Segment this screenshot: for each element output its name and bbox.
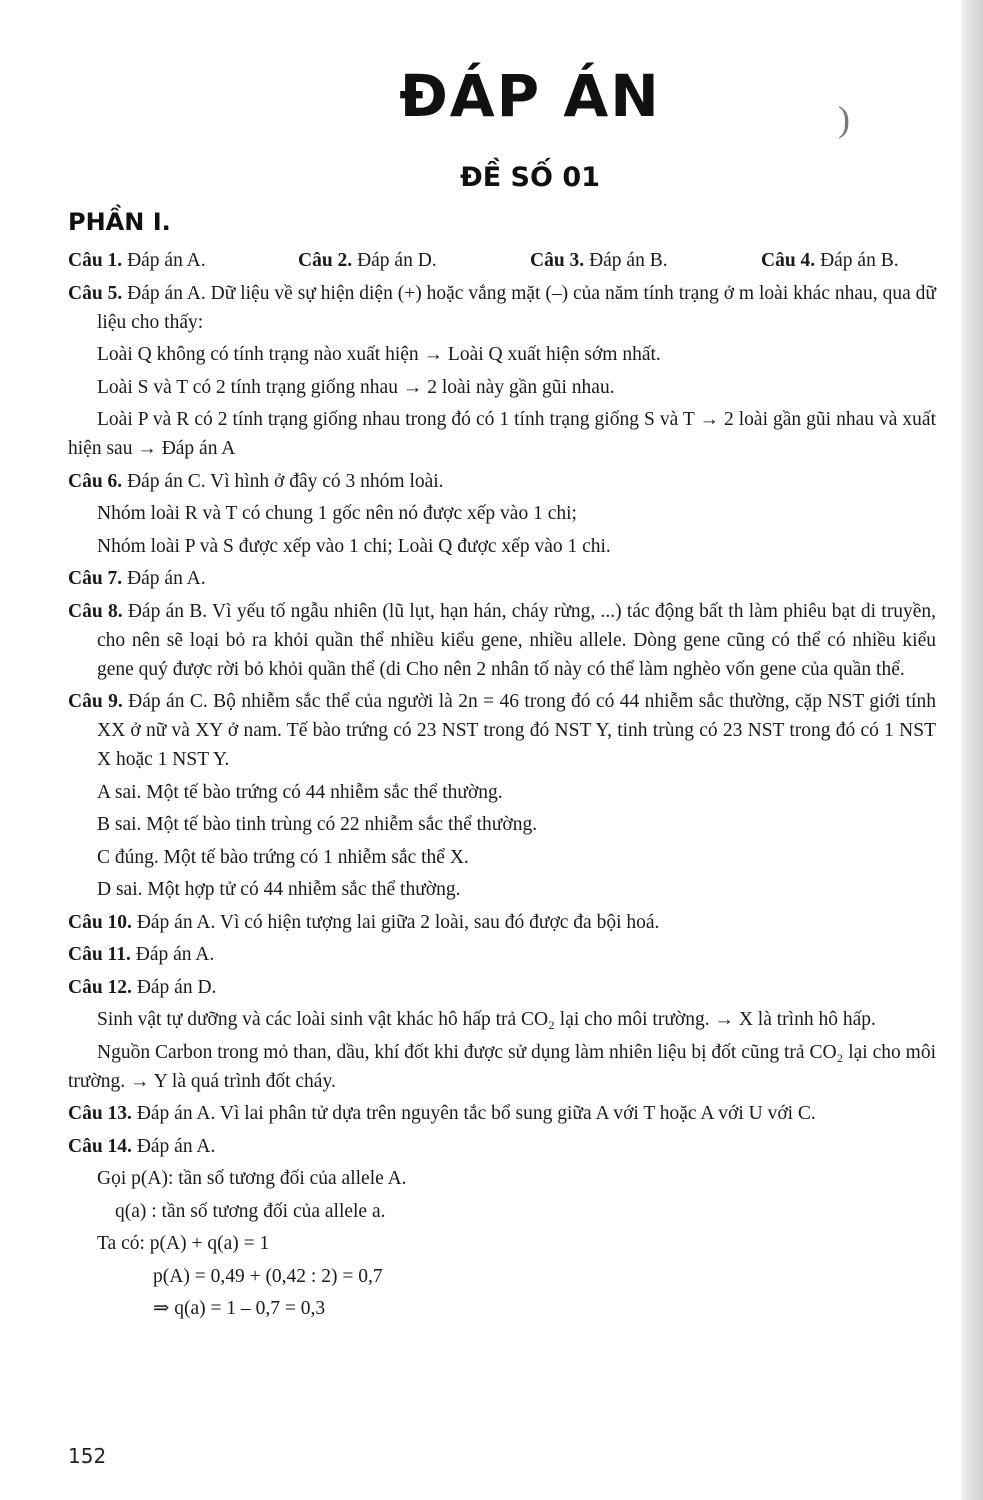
answer-14-line-5: ⇒ q(a) = 1 – 0,7 = 0,3 bbox=[153, 1298, 326, 1319]
answer-14: Câu 14. Đáp án A. bbox=[68, 1135, 216, 1157]
answer-12-line-2: Nguồn Carbon trong mỏ than, dầu, khí đốt khi được sử dụng làm nhiên liệu bị đốt cũng trả CO₂ lại cho môi trường. → Y là quá trình đốt cháy. bbox=[68, 1041, 936, 1092]
answer-14-line-1: Gọi p(A): tần số tương đối của allele A. bbox=[97, 1168, 407, 1189]
answer-12: Câu 12. Đáp án D. bbox=[68, 976, 217, 998]
answer-6-line-1: Nhóm loài R và T có chung 1 gốc nên nó được xếp vào 1 chi; bbox=[97, 503, 577, 524]
answer-9-option-d: D sai. Một hợp tử có 44 nhiễm sắc thể thường. bbox=[97, 879, 461, 900]
answer-7: Câu 7. Đáp án A. bbox=[68, 568, 206, 589]
answer-10: Câu 10. Đáp án A. Vì có hiện tượng lai giữa 2 loài, sau đó được đa bội hoá. bbox=[68, 911, 660, 933]
answer-8: Câu 8. Đáp án B. Vì yếu tố ngẫu nhiên (lũ lụt, hạn hán, cháy rừng, ...) tác động bất th làm phiêu bạt di truyền, cho nên sẽ loại bỏ ra khỏi quần thể nhiều kiểu gene, nhiều allele. Dòng gene cũng có thể có nhiều kiểu gene quý được rời bỏ khỏi quần thể (di Cho nên 2 nhân tố này có thể làm nghèo vốn gene của quần thể. bbox=[68, 600, 937, 680]
answer-13: Câu 13. Đáp án A. Vì lai phân tử dựa trên nguyên tắc bổ sung giữa A với T hoặc A với U với C. bbox=[68, 1103, 816, 1124]
answer-4: Câu 4. Đáp án B. bbox=[761, 250, 899, 271]
scan-artifact: ) bbox=[838, 99, 850, 139]
answer-5-line-2: Loài S và T có 2 tính trạng giống nhau → 2 loài này gần gũi nhau. bbox=[97, 376, 615, 398]
answer-9-option-a: A sai. Một tế bào trứng có 44 nhiễm sắc thể thường. bbox=[97, 781, 503, 803]
answer-14-line-2: q(a) : tần số tương đối của allele a. bbox=[115, 1200, 386, 1222]
answer-1: Câu 1. Đáp án A. bbox=[68, 250, 206, 271]
answer-5-line-3: Loài P và R có 2 tính trạng giống nhau trong đó có 1 tính trạng giống S và T → 2 loài gần gũi nhau và xuất hiện sau → Đáp án A bbox=[68, 409, 936, 459]
answer-5-line-1: Loài Q không có tính trạng nào xuất hiện → Loài Q xuất hiện sớm nhất. bbox=[97, 344, 661, 365]
page-number: 152 bbox=[68, 1444, 107, 1468]
answer-9: Câu 9. Đáp án C. Bộ nhiễm sắc thể của người là 2n = 46 trong đó có 44 nhiễm sắc thường, cặp NST giới tính XX ở nữ và XY ở nam. Tế bào trứng có 23 NST trong đó NST Y, tinh trùng có 23 NST trong đó có 1 NST X hoặc 1 NST Y. bbox=[68, 691, 936, 770]
answer-14-line-4: p(A) = 0,49 + (0,42 : 2) = 0,7 bbox=[153, 1265, 383, 1287]
answer-6-line-2: Nhóm loài P và S được xếp vào 1 chi; Loài Q được xếp vào 1 chi. bbox=[97, 535, 611, 557]
answer-9-option-c: C đúng. Một tế bào trứng có 1 nhiễm sắc thể X. bbox=[97, 846, 469, 868]
answer-14-line-3: Ta có: p(A) + q(a) = 1 bbox=[97, 1233, 270, 1254]
exam-number: ĐỀ SỐ 01 bbox=[460, 162, 600, 193]
part-heading: PHẦN I. bbox=[68, 208, 171, 236]
answer-content bbox=[68, 246, 936, 1327]
page-title: ĐÁP ÁN bbox=[399, 62, 661, 130]
answer-11: Câu 11. Đáp án A. bbox=[68, 944, 215, 965]
scan-edge bbox=[961, 0, 983, 1500]
answer-5: Câu 5. Đáp án A. Dữ liệu về sự hiện diện (+) hoặc vắng mặt (–) của năm tính trạng ở m loài khác nhau, qua dữ liệu cho thấy: bbox=[68, 282, 936, 333]
answer-12-line-1: Sinh vật tự dưỡng và các loài sinh vật khác hô hấp trả CO₂ lại cho môi trường. → X là trình hô hấp. bbox=[97, 1009, 876, 1030]
answer-2: Câu 2. Đáp án D. bbox=[298, 250, 437, 271]
answer-9-option-b: B sai. Một tế bào tinh trùng có 22 nhiễm sắc thể thường. bbox=[97, 814, 538, 835]
answer-3: Câu 3. Đáp án B. bbox=[530, 250, 668, 271]
answer-6: Câu 6. Đáp án C. Vì hình ở đây có 3 nhóm loài. bbox=[68, 470, 444, 492]
answers-row-1-4 bbox=[68, 246, 936, 275]
